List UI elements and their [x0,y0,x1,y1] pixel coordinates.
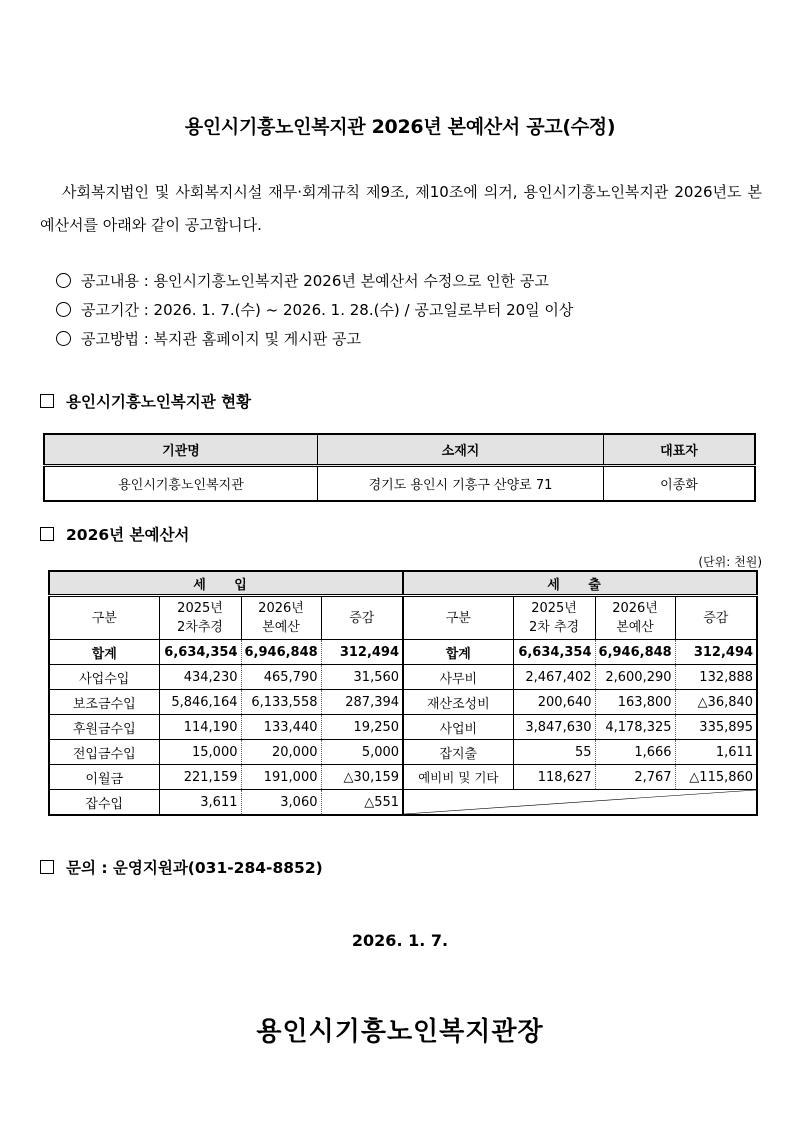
expense-label: 합계 [403,640,513,665]
header-line: 2026년 [612,601,658,616]
square-bullet-icon [40,860,54,874]
table-row [49,690,757,715]
expense-diff: 335,895 [675,715,757,740]
contact-text: 문의 : 운영지원과(031-284-8852) [66,859,323,877]
circle-bullet-icon [56,273,71,288]
intro-paragraph [40,176,762,242]
contact-line [40,856,323,878]
intro-text: 사회복지법인 및 사회복지시설 재무·회계규칙 제9조, 제10조에 의거, 용인시기흥노인복지관 2026년도 본예산서를 아래와 같이 공고합니다. [40,183,762,234]
expense-curr: 1,666 [595,740,675,765]
page-title: 용인시기흥노인복지관 2026년 본예산서 공고(수정) [184,116,616,138]
income-curr: 133,440 [241,715,321,740]
expense-curr: 4,178,325 [595,715,675,740]
income-col-category: 구분 [49,596,159,640]
header-line: 본예산 [262,620,300,635]
circle-bullet-icon [56,302,71,317]
section-title: 용인시기흥노인복지관 현황 [66,393,252,411]
expense-prev: 6,634,354 [513,640,595,665]
notice-text: 공고방법 : 복지관 홈페이지 및 게시판 공고 [81,330,361,348]
expense-curr: 2,767 [595,765,675,790]
org-representative: 이종화 [660,478,698,493]
income-diff: 312,494 [321,640,403,665]
expense-label: 재산조성비 [403,690,513,715]
income-diff: 5,000 [321,740,403,765]
notice-text: 공고내용 : 용인시기흥노인복지관 2026년 본예산서 수정으로 인한 공고 [81,272,549,290]
table-row [49,765,757,790]
signature: 용인시기흥노인복지관장 [256,1017,544,1047]
table-row [49,790,757,816]
org-table [43,433,756,502]
expense-group-header: 세 출 [403,571,757,596]
expense-label: 예비비 및 기타 [403,765,513,790]
unit-label: (단위: 천원) [698,555,762,569]
expense-prev: 200,640 [513,690,595,715]
income-diff: △551 [321,790,403,816]
table-row [49,740,757,765]
expense-prev: 2,467,402 [513,665,595,690]
income-prev: 434,230 [159,665,241,690]
table-row [49,640,757,665]
org-section-heading [40,390,251,412]
expense-col-diff: 증감 [675,596,757,640]
income-label: 사업수입 [49,665,159,690]
expense-label: 사무비 [403,665,513,690]
table-row [49,665,757,690]
square-bullet-icon [40,394,54,408]
circle-bullet-icon [56,331,71,346]
expense-diff: △115,860 [675,765,757,790]
income-label: 보조금수입 [49,690,159,715]
income-prev: 221,159 [159,765,241,790]
budget-section-heading [40,523,189,545]
income-prev: 114,190 [159,715,241,740]
income-prev: 5,846,164 [159,690,241,715]
income-col-prev [159,596,241,640]
header-line: 2025년 [177,601,223,616]
income-prev: 6,634,354 [159,640,241,665]
expense-label: 잡지출 [403,740,513,765]
expense-curr: 163,800 [595,690,675,715]
org-name: 용인시기흥노인복지관 [44,466,318,502]
expense-label: 사업비 [403,715,513,740]
expense-diff: 132,888 [675,665,757,690]
table-row [49,715,757,740]
notice-list [56,267,573,354]
notice-text: 공고기간 : 2026. 1. 7.(수) ~ 2026. 1. 28.(수) / 공고일로부터 20일 이상 [81,301,574,319]
square-bullet-icon [40,527,54,541]
income-diff: 31,560 [321,665,403,690]
expense-col-curr [595,596,675,640]
income-prev: 3,611 [159,790,241,816]
header-line: 2025년 [531,601,577,616]
income-diff: 19,250 [321,715,403,740]
expense-prev: 55 [513,740,595,765]
expense-diff: 1,611 [675,740,757,765]
income-diff: 287,394 [321,690,403,715]
org-address: 경기도 용인시 기흥구 산양로 71 [318,466,604,502]
income-curr: 3,060 [241,790,321,816]
income-label: 잡수입 [49,790,159,816]
org-header-rep: 대표자 [604,434,756,466]
income-label: 합계 [49,640,159,665]
income-group-header: 세 입 [49,571,403,596]
expense-curr: 6,946,848 [595,640,675,665]
income-curr: 20,000 [241,740,321,765]
org-header-name: 기관명 [44,434,318,466]
expense-diff: △36,840 [675,690,757,715]
header-line: 본예산 [616,620,654,635]
header-line: 2차추경 [177,620,223,635]
income-label: 전입금수입 [49,740,159,765]
notice-date: 2026. 1. 7. [351,931,449,950]
income-curr: 465,790 [241,665,321,690]
notice-item-period [56,296,573,325]
empty-diagonal-cell [403,790,757,816]
diagonal-line [404,790,756,814]
income-diff: △30,159 [321,765,403,790]
income-curr: 191,000 [241,765,321,790]
expense-prev: 118,627 [513,765,595,790]
income-label: 후원금수입 [49,715,159,740]
expense-col-category: 구분 [403,596,513,640]
header-line: 2026년 [258,601,304,616]
income-label: 이월금 [49,765,159,790]
expense-prev: 3,847,630 [513,715,595,740]
header-line: 2차 추경 [528,620,580,635]
org-header-address: 소재지 [318,434,604,466]
income-curr: 6,946,848 [241,640,321,665]
income-col-curr [241,596,321,640]
section-title: 2026년 본예산서 [66,526,190,544]
budget-table [48,570,758,816]
income-col-diff: 증감 [321,596,403,640]
expense-curr: 2,600,290 [595,665,675,690]
income-curr: 6,133,558 [241,690,321,715]
expense-col-prev [513,596,595,640]
notice-item-method [56,325,573,354]
notice-item-content [56,267,573,296]
expense-diff: 312,494 [675,640,757,665]
income-prev: 15,000 [159,740,241,765]
